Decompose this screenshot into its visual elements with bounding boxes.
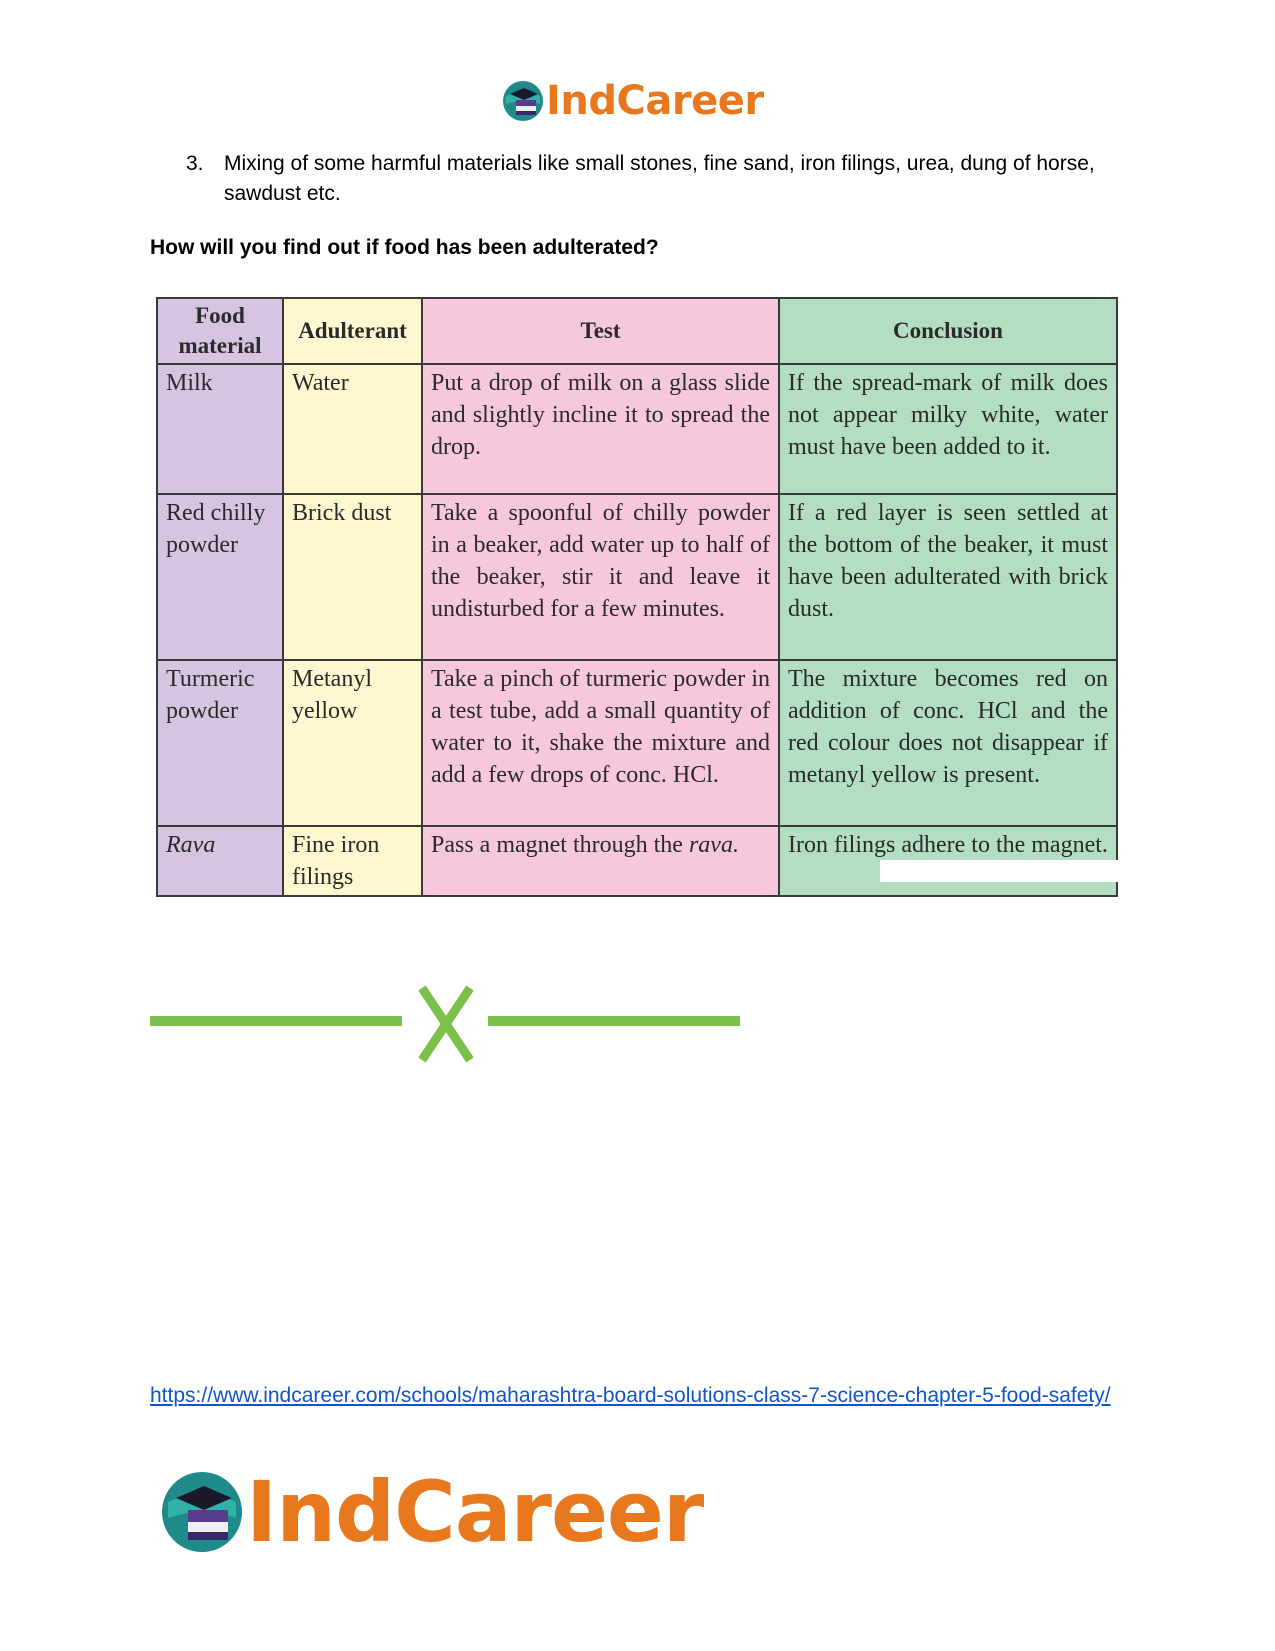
source-link[interactable]: https://www.indcareer.com/schools/maharashtra-board-solutions-class-7-science-chapter-5-food-safety/ (150, 1384, 1111, 1407)
logo-wordmark: IndCareer (546, 78, 764, 124)
header-food-material: Food material (157, 298, 283, 364)
table-row (157, 660, 1117, 826)
adulteration-table (156, 297, 1118, 897)
cell-test (422, 826, 779, 896)
cell-adulterant: Fine iron filings (283, 826, 422, 896)
header-logo (502, 80, 764, 122)
list-text: Mixing of some harmful materials like small stones, fine sand, iron filings, urea, dung of horse, sawdust etc. (224, 152, 1095, 205)
cell-adulterant: Water (283, 364, 422, 494)
table-row (157, 364, 1117, 494)
logo-wordmark: IndCareer (246, 1463, 704, 1561)
table-row (157, 494, 1117, 660)
footer-logo (160, 1463, 704, 1561)
cell-food: Rava (157, 826, 283, 896)
cell-conclusion: Iron filings adhere to the magnet. (779, 826, 1117, 896)
cell-test: Take a pinch of turmeric powder in a test tube, add a small quantity of water to it, shake the mixture and add a few drops of conc. HCl. (422, 660, 779, 826)
header-adulterant: Adulterant (283, 298, 422, 364)
header-conclusion: Conclusion (779, 298, 1117, 364)
cell-test: Take a spoonful of chilly powder in a beaker, add water up to half of the beaker, stir it and leave it undisturbed for a few minutes. (422, 494, 779, 660)
globe-graduation-cap-icon (160, 1470, 244, 1554)
table-header-row (157, 298, 1117, 364)
cell-food: Turmeric powder (157, 660, 283, 826)
cell-food: Red chilly powder (157, 494, 283, 660)
cell-adulterant: Brick dust (283, 494, 422, 660)
section-question: How will you find out if food has been adulterated? (150, 236, 659, 259)
cell-conclusion: If a red layer is seen settled at the bottom of the beaker, it must have been adulterated with brick dust. (779, 494, 1117, 660)
section-divider (150, 985, 750, 1065)
cell-food: Milk (157, 364, 283, 494)
table-whiteout-patch (880, 860, 1118, 882)
cell-test: Put a drop of milk on a glass slide and slightly incline it to spread the drop. (422, 364, 779, 494)
cell-conclusion: If the spread-mark of milk does not appear milky white, water must have been added to it. (779, 364, 1117, 494)
divider-line-left (150, 1016, 402, 1026)
cell-test-italic: rava. (688, 832, 739, 858)
list-number: 3. (186, 152, 204, 175)
cell-conclusion: The mixture becomes red on addition of conc. HCl and the red colour does not disappear if metanyl yellow is present. (779, 660, 1117, 826)
cell-adulterant: Metanyl yellow (283, 660, 422, 826)
divider-x-icon (422, 988, 470, 1060)
globe-graduation-cap-icon (502, 80, 544, 122)
cell-test-text: Pass a magnet through the (431, 832, 689, 858)
header-test: Test (422, 298, 779, 364)
divider-line-right (488, 1016, 740, 1026)
